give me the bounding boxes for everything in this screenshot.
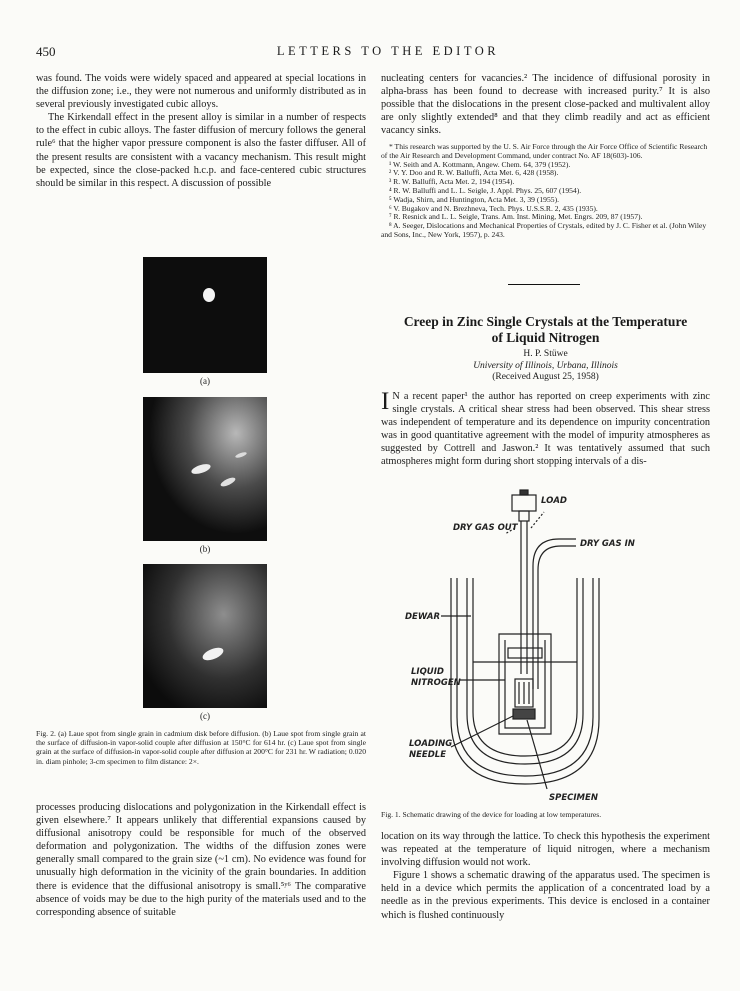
footnote: ⁸ A. Seeger, Dislocations and Mechanical Properties of Crystals, edited by J. C. Fisher et al. (John Wiley and Sons, Inc., New York, 1957), p. 243. <box>381 221 707 239</box>
label-loading: LOADING <box>409 739 453 749</box>
laue-spot-a <box>143 257 267 373</box>
received-date: (Received August 25, 1958) <box>492 372 599 382</box>
left-column-top <box>36 72 366 190</box>
footnote: ⁷ R. Resnick and L. L. Seigle, Trans. Am. Inst. Mining, Met. Engrs. 209, 87 (1957). <box>389 212 643 222</box>
affiliation: University of Illinois, Urbana, Illinois <box>473 360 618 371</box>
footnote: ⁵ Wadja, Shirn, and Huntington, Acta Met. 3, 39 (1955). <box>389 194 559 204</box>
page-number: 450 <box>36 44 56 59</box>
footnote: ² V. Y. Doo and R. W. Balluffi, Acta Met. 6, 428 (1958). <box>389 168 559 178</box>
right-column-top: nucleating centers for vacancies.² The incidence of diffusional porosity in alpha-brass has been found to decrease with increased purity.⁷ It is also possible that the dislocations in the present close-packed and multivalent alloy are only slightly extended⁸ and that they climb readily and act as efficient vacancy sinks. <box>381 73 710 137</box>
label-liquid: LIQUID <box>411 667 444 677</box>
figure2-caption: Fig. 2. (a) Laue spot from single grain in cadmium disk before diffusion. (b) Laue spot from single grain at the surface of diffusion-in vapor-solid couple after diffusion at 150°C for 614 hr. (c) Laue spot from single grain at the surface of diffusion-in vapor-solid couple after diffusion at 200°C for 231 hr. W radiation; 0.020 in. diam pinhole; 3-cm specimen to film distance: 2×. <box>36 729 366 766</box>
article-paragraph-1 <box>381 390 710 469</box>
figure1-caption: Fig. 1. Schematic drawing of the device for loading at low temperatures. <box>381 810 602 819</box>
paragraph: The Kirkendall effect in the present alloy is similar in a number of respects to the effect in cubic alloys. The faster diffusion of mercury follows the general rule⁶ that the higher vapor pressure component is also the faster diffuser. All of the present results are consistent with a vacancy mechanism. This result might be expected, since the close-packed h.c.p. and face-centered cubic structures should be similar in this respect. A discussion of possible <box>36 112 366 189</box>
footnote: ¹ W. Seith and A. Kottmann, Angew. Chem. 64, 379 (1952). <box>389 159 571 169</box>
label-dry-gas-in: DRY GAS IN <box>580 539 635 549</box>
label-dry-gas-out: DRY GAS OUT <box>453 523 518 533</box>
footnote: * This research was supported by the U. S. Air Force through the Air Force Office of Scientific Research of the Air Research and Development Command, under contract No. AF 18(603)-106. <box>381 142 708 160</box>
figure2-label-c: (c) <box>200 711 210 721</box>
running-head: LETTERS TO THE EDITOR <box>276 44 500 58</box>
paragraph: Figure 1 shows a schematic drawing of the apparatus used. The specimen is held in a device which permits the application of a concentrated load by a needle as in the previous experiments. This device is enclosed in a container which is flushed continuously <box>381 870 710 921</box>
title-line: Creep in Zinc Single Crystals at the Temperature <box>403 314 688 329</box>
article-title <box>381 314 710 346</box>
laue-photo-c <box>143 564 267 708</box>
footnote: ⁴ R. W. Balluffi and L. L. Seigle, J. Appl. Phys. 25, 607 (1954). <box>389 185 582 195</box>
paragraph-text: N a recent paper¹ the author has reported on creep experiments with zinc single crystals. A critical shear stress had been observed. This shear stress was independent of temperature and its dependence on impurity concentration was in good quantitative agreement with the model of impurity atmospheres as suggested by Cottrell and Jaswon.² It was tentatively assumed that such atmospheres might form during short stopping intervals of a dis- <box>381 391 710 468</box>
label-load: LOAD <box>541 496 567 506</box>
drop-cap: I <box>381 388 390 415</box>
author: H. P. Stüwe <box>523 349 568 359</box>
laue-photo-a <box>143 257 267 373</box>
footnote: ⁶ V. Bugakov and N. Brezhneva, Tech. Phys. U.S.S.R. 2, 435 (1935). <box>389 203 598 213</box>
figure2-label-a: (a) <box>200 376 210 386</box>
byline <box>381 349 710 384</box>
apparatus-schematic <box>381 484 710 806</box>
article-continuation <box>381 830 710 922</box>
left-column-bottom: processes producing dislocations and polygonization in the Kirkendall effect is given elsewhere.⁷ It appears unlikely that differential expansions caused by diffusional anisotropy could be responsible for much of the observed deformation and polygonization. The widths of the diffusion zones were generally small compared to the grain size (~1 cm). No evidence was found for unusually high deformation in the vicinity of the grain boundaries. In addition there is evidence that the diffusional anisotropy is small.⁵ʸ⁶ The comparative absence of voids may be due to the high purity of the materials used and to the corresponding absence of suitable <box>36 802 366 918</box>
label-specimen: SPECIMEN <box>549 793 598 803</box>
label-dewar: DEWAR <box>405 612 441 622</box>
laue-spot-c <box>143 564 267 708</box>
paragraph: location on its way through the lattice. To check this hypothesis the experiment was repeated at the temperature of liquid nitrogen, where a mechanism involving diffusion would not work. <box>381 831 710 869</box>
label-nitrogen: NITROGEN <box>411 678 461 688</box>
footnotes <box>381 143 710 240</box>
figure2-label-b: (b) <box>199 544 211 554</box>
section-divider <box>508 284 580 285</box>
paragraph: was found. The voids were widely spaced and appeared at special locations in the diffusion zone; i.e., they were not numerous and uniformly distributed as in several previously investigated cubic alloys. <box>36 73 366 111</box>
laue-spot-b <box>143 397 267 541</box>
title-line: of Liquid Nitrogen <box>491 330 600 345</box>
laue-photo-b <box>143 397 267 541</box>
label-needle: NEEDLE <box>409 750 447 760</box>
footnote: ³ R. W. Balluffi, Acta Met. 2, 194 (1954). <box>389 177 515 187</box>
